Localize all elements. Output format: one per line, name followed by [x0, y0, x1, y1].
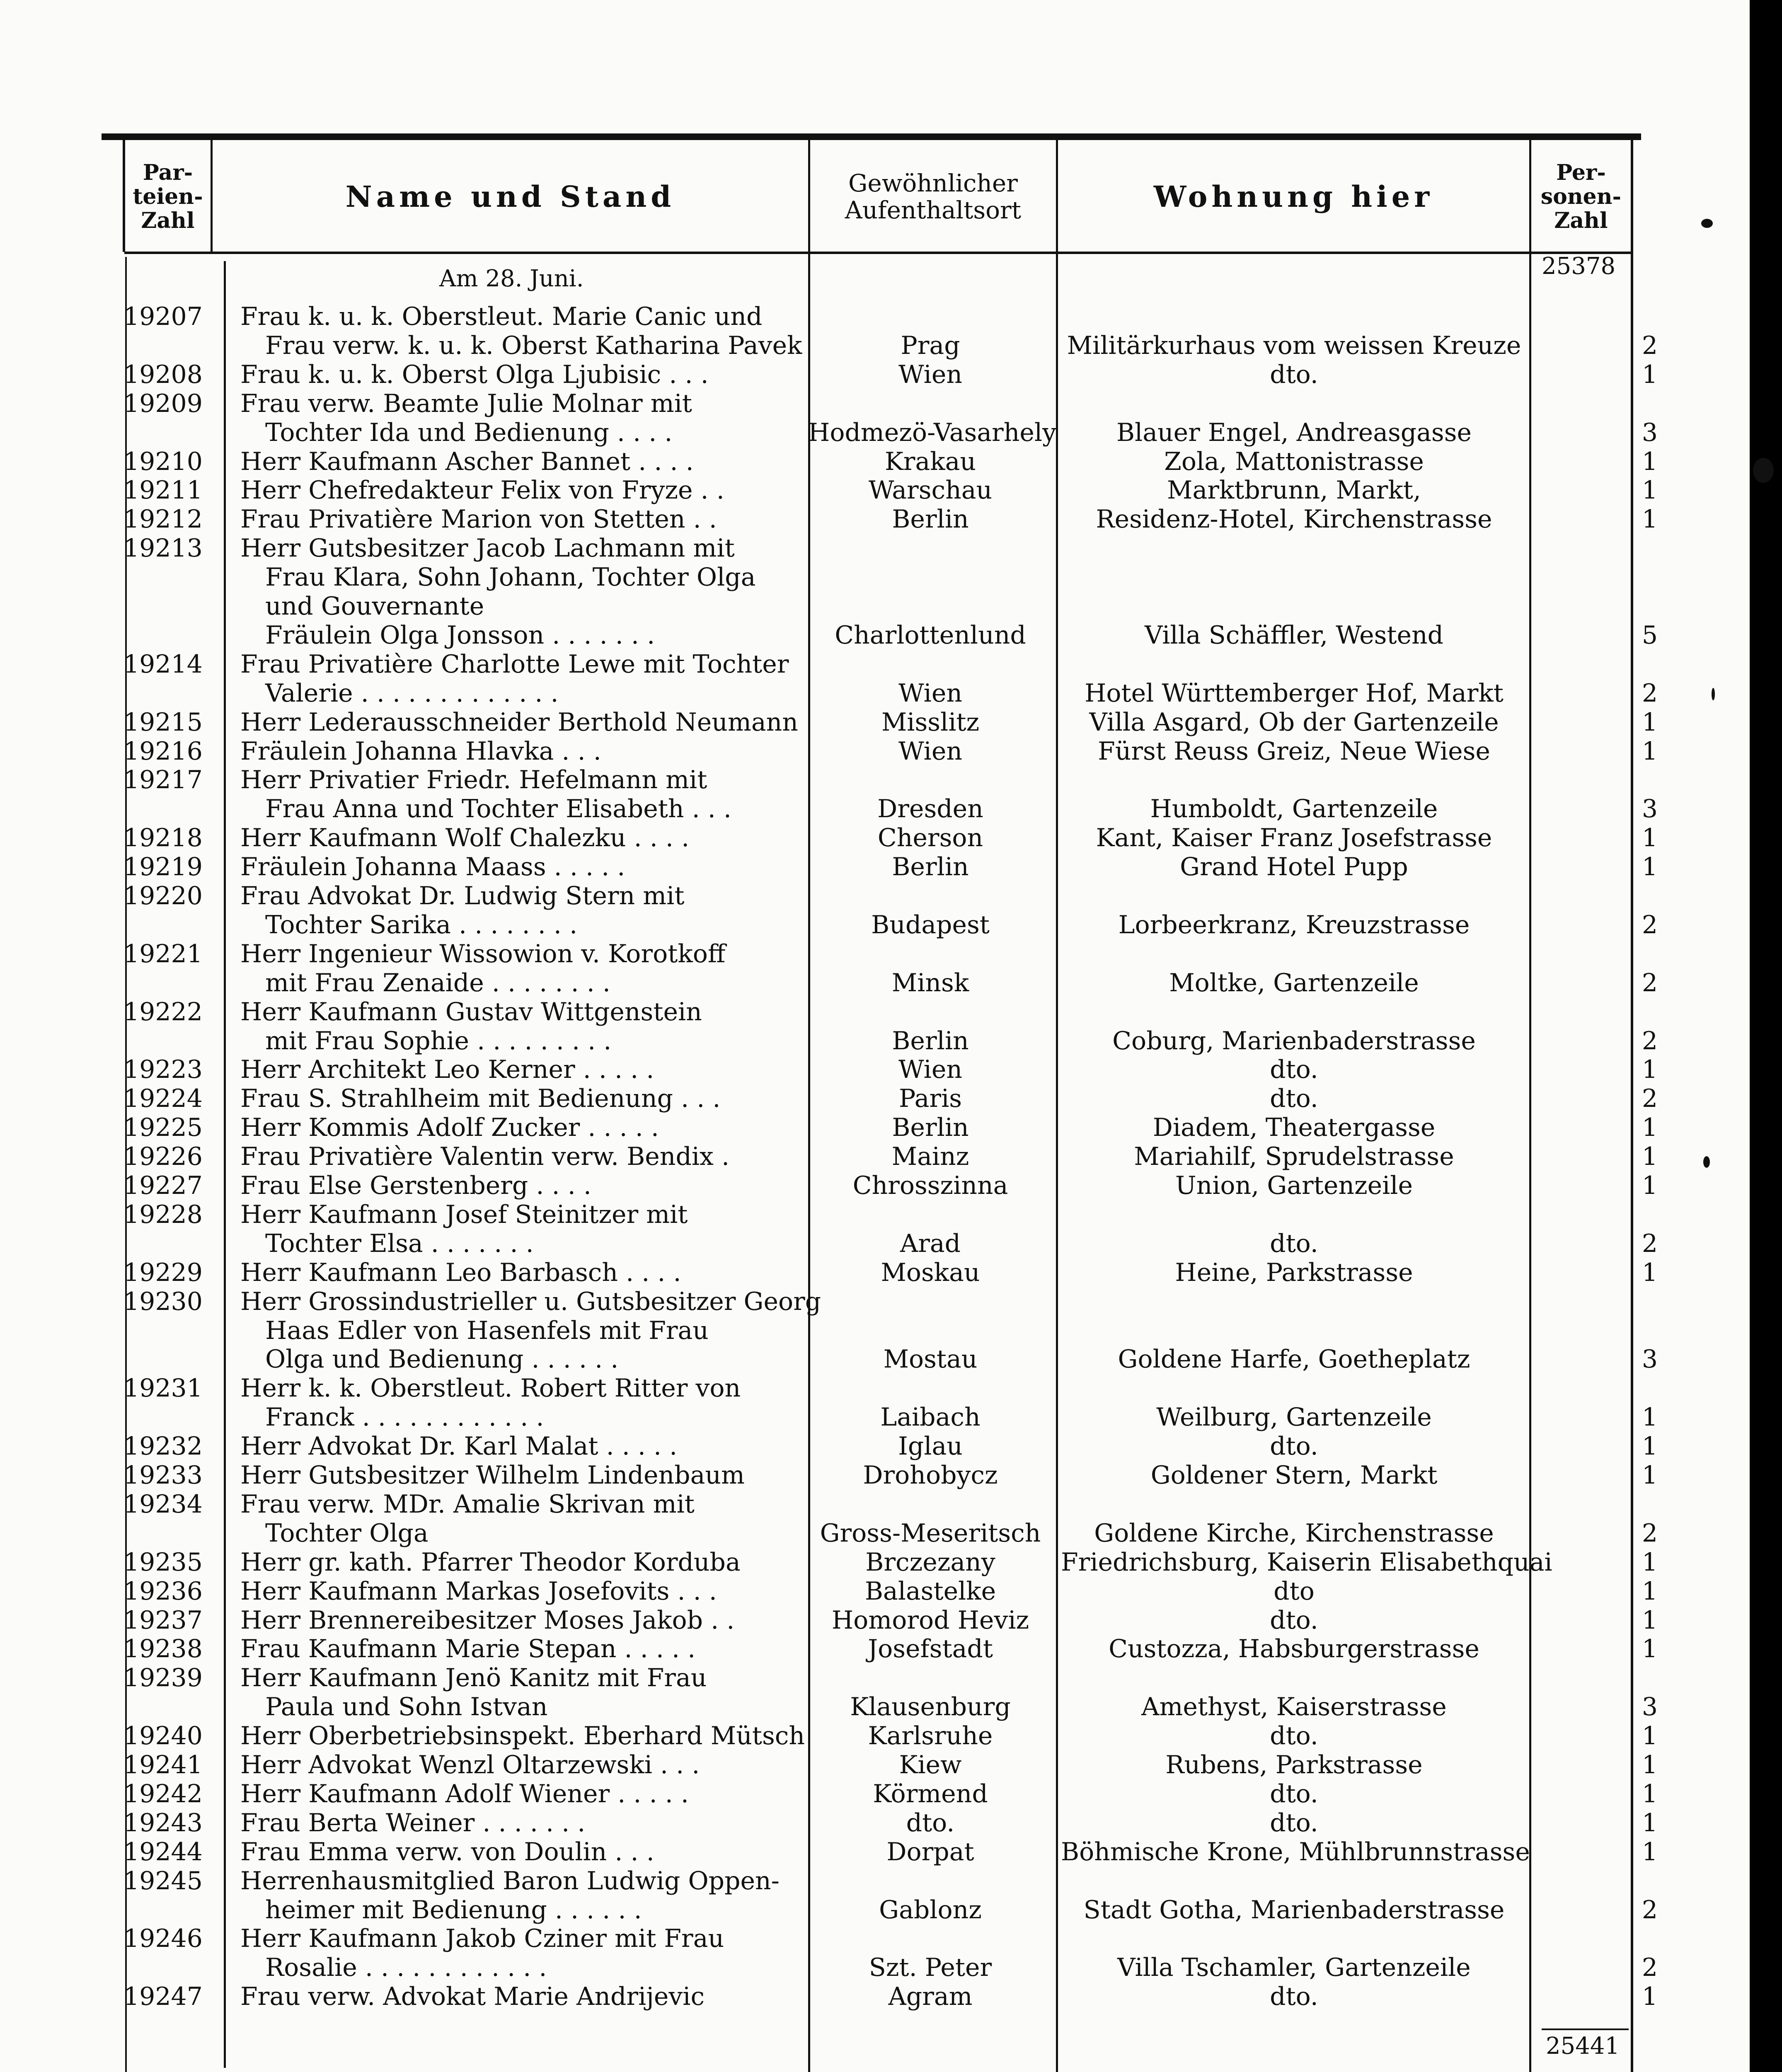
person-count: 2 — [1642, 1084, 1658, 1113]
table-row — [0, 361, 1750, 389]
party-number: 19235 — [123, 1547, 203, 1577]
name-and-status: Fräulein Johanna Maass . . . . . — [240, 852, 625, 882]
usual-residence: Homorod Heviz — [831, 1605, 1029, 1635]
name-and-status: Frau Berta Weiner . . . . . . . — [240, 1808, 586, 1837]
name-and-status: mit Frau Sophie . . . . . . . . . — [265, 1026, 612, 1055]
table-row — [0, 1982, 1750, 2011]
name-and-status: Herr Grossindustrieller u. Gutsbesitzer Georg — [240, 1287, 821, 1316]
name-and-status: Haas Edler von Hasenfels mit Frau — [265, 1316, 709, 1345]
lodging-address: Militärkurhaus vom weissen Kreuze — [1067, 331, 1521, 360]
table-row — [0, 1780, 1750, 1808]
person-count: 1 — [1642, 707, 1658, 737]
table-row — [0, 766, 1750, 794]
person-count: 2 — [1642, 1895, 1658, 1924]
name-and-status: Frau k. u. k. Oberstleut. Marie Canic und — [240, 302, 763, 331]
party-number: 19208 — [123, 360, 203, 389]
lodging-address: Custozza, Habsburgerstrasse — [1109, 1634, 1479, 1664]
header-person-count: Per- sonen- Zahl — [1540, 160, 1622, 234]
table-row — [0, 1606, 1750, 1635]
table-row — [0, 505, 1750, 534]
person-count: 1 — [1642, 1461, 1658, 1490]
usual-residence: dto. — [906, 1808, 955, 1837]
name-and-status: Franck . . . . . . . . . . . . — [265, 1403, 544, 1432]
name-and-status: Herr Kaufmann Markas Josefovits . . . — [240, 1576, 717, 1606]
party-number: 19232 — [123, 1432, 203, 1461]
lodging-address: dto. — [1270, 1229, 1318, 1258]
party-number: 19229 — [123, 1258, 203, 1287]
table-row — [0, 534, 1750, 563]
party-number: 19224 — [123, 1084, 203, 1113]
lodging-address: dto — [1274, 1576, 1315, 1606]
party-number: 19230 — [123, 1287, 203, 1316]
name-and-status: Herrenhausmitglied Baron Ludwig Oppen- — [240, 1866, 780, 1895]
table-row — [0, 795, 1750, 823]
name-and-status: Herr gr. kath. Pfarrer Theodor Korduba — [240, 1547, 741, 1577]
name-and-status: Frau S. Strahlheim mit Bedienung . . . — [240, 1084, 721, 1113]
person-count: 1 — [1642, 1171, 1658, 1200]
person-count: 1 — [1642, 1808, 1658, 1837]
party-number: 19218 — [123, 823, 203, 853]
person-count: 1 — [1642, 1142, 1658, 1172]
lodging-address: Rubens, Parkstrasse — [1165, 1750, 1423, 1779]
header-party-count: Par- teien- Zahl — [133, 160, 203, 234]
table-row — [0, 1635, 1750, 1663]
usual-residence: Berlin — [892, 1026, 969, 1055]
usual-residence: Paris — [898, 1084, 962, 1113]
lodging-address: dto. — [1270, 1779, 1318, 1808]
name-and-status: Herr Kommis Adolf Zucker . . . . . — [240, 1113, 659, 1143]
table-row — [0, 1374, 1750, 1403]
party-number: 19213 — [123, 534, 203, 563]
person-count: 1 — [1642, 1605, 1658, 1635]
scan-speck — [1701, 219, 1713, 228]
party-number: 19225 — [123, 1113, 203, 1143]
usual-residence: Charlottenlund — [835, 620, 1026, 650]
lodging-address: Böhmische Krone, Mühlbrunnstrasse — [1061, 1837, 1530, 1866]
party-number: 19211 — [123, 476, 203, 505]
table-row — [0, 1577, 1750, 1606]
table-row — [0, 476, 1750, 505]
name-and-status: Frau Anna und Tochter Elisabeth . . . — [265, 794, 731, 824]
table-row — [0, 679, 1750, 708]
usual-residence: Krakau — [884, 447, 976, 476]
table-row — [0, 1259, 1750, 1287]
person-count: 2 — [1642, 910, 1658, 939]
table-row — [0, 1664, 1750, 1692]
person-count: 2 — [1642, 1518, 1658, 1548]
person-count: 2 — [1642, 678, 1658, 708]
name-and-status: Herr Gutsbesitzer Wilhelm Lindenbaum — [240, 1461, 745, 1490]
table-row — [0, 563, 1750, 592]
name-and-status: Frau Advokat Dr. Ludwig Stern mit — [240, 881, 685, 910]
header-rule — [124, 252, 1633, 254]
usual-residence: Drohobycz — [863, 1461, 998, 1490]
name-and-status: Herr Kaufmann Ascher Bannet . . . . — [240, 447, 694, 476]
lodging-address: dto. — [1270, 1721, 1318, 1751]
lodging-address: Fürst Reuss Greiz, Neue Wiese — [1098, 736, 1490, 766]
person-count: 3 — [1642, 794, 1658, 824]
table-row — [0, 1172, 1750, 1200]
name-and-status: Frau verw. MDr. Amalie Skrivan mit — [240, 1489, 695, 1519]
person-count: 1 — [1642, 1576, 1658, 1606]
table-row — [0, 1345, 1750, 1374]
party-number: 19236 — [123, 1576, 203, 1606]
lodging-address: Moltke, Gartenzeile — [1169, 968, 1419, 997]
party-number: 19247 — [123, 1982, 203, 2011]
usual-residence: Berlin — [892, 505, 969, 534]
table-row — [0, 1201, 1750, 1229]
name-and-status: Herr Kaufmann Gustav Wittgenstein — [240, 997, 702, 1026]
name-and-status: Herr Kaufmann Leo Barbasch . . . . — [240, 1258, 681, 1287]
table-row — [0, 1519, 1750, 1548]
name-and-status: Herr Kaufmann Wolf Chalezku . . . . — [240, 823, 690, 853]
party-number: 19240 — [123, 1721, 203, 1751]
party-number: 19242 — [123, 1779, 203, 1808]
usual-residence: Mainz — [891, 1142, 969, 1172]
table-row — [0, 1288, 1750, 1316]
name-and-status: heimer mit Bedienung . . . . . . — [265, 1895, 642, 1924]
table-row — [0, 824, 1750, 852]
table-row — [0, 1027, 1750, 1055]
usual-residence: Warschau — [868, 476, 993, 505]
table-row — [0, 1809, 1750, 1837]
name-and-status: Herr Kaufmann Josef Steinitzer mit — [240, 1200, 688, 1229]
lodging-address: Kant, Kaiser Franz Josefstrasse — [1096, 823, 1492, 853]
usual-residence: Balastelke — [864, 1576, 996, 1606]
table-row — [0, 1055, 1750, 1084]
name-and-status: Frau Emma verw. von Doulin . . . — [240, 1837, 654, 1866]
name-and-status: Fräulein Johanna Hlavka . . . — [240, 736, 601, 766]
table-row — [0, 1490, 1750, 1519]
usual-residence: Laibach — [880, 1403, 981, 1432]
person-count: 1 — [1642, 1721, 1658, 1751]
lodging-address: Humboldt, Gartenzeile — [1150, 794, 1438, 824]
name-and-status: Herr Architekt Leo Kerner . . . . . — [240, 1055, 654, 1084]
usual-residence: Brczezany — [865, 1547, 995, 1577]
party-number: 19210 — [123, 447, 203, 476]
table-row — [0, 1143, 1750, 1171]
usual-residence: Hodmezö-Vasarhely — [808, 418, 1056, 447]
table-row — [0, 1461, 1750, 1490]
person-count: 2 — [1642, 1229, 1658, 1258]
lodging-address: Zola, Mattonistrasse — [1164, 447, 1424, 476]
usual-residence: Gablonz — [879, 1895, 982, 1924]
table-row — [0, 650, 1750, 679]
name-and-status: Frau Else Gerstenberg . . . . — [240, 1171, 591, 1200]
party-number: 19221 — [123, 939, 203, 968]
header-residence: Gewöhnlicher Aufenthaltsort — [845, 169, 1022, 224]
usual-residence: Dorpat — [886, 1837, 974, 1866]
table-row — [0, 1084, 1750, 1113]
carried-total: 25378 — [1542, 253, 1616, 280]
person-count: 1 — [1642, 1547, 1658, 1577]
person-count: 1 — [1642, 360, 1658, 389]
person-count: 1 — [1642, 505, 1658, 534]
usual-residence: Wien — [898, 360, 962, 389]
usual-residence: Wien — [898, 678, 962, 708]
lodging-address: Goldener Stern, Markt — [1150, 1461, 1438, 1490]
lodging-address: dto. — [1270, 360, 1318, 389]
table-row — [0, 390, 1750, 418]
name-and-status: Frau verw. Beamte Julie Molnar mit — [240, 389, 692, 418]
person-count: 1 — [1642, 1403, 1658, 1432]
table-row — [0, 853, 1750, 881]
usual-residence: Moskau — [881, 1258, 980, 1287]
lodging-address: Lorbeerkranz, Kreuzstrasse — [1118, 910, 1470, 939]
table-row — [0, 1953, 1750, 1982]
name-and-status: Frau Privatière Charlotte Lewe mit Tochter — [240, 649, 789, 679]
final-total: 25441 — [1546, 2033, 1620, 2060]
table-row — [0, 303, 1750, 331]
table-row — [0, 1867, 1750, 1895]
table-row — [0, 1896, 1750, 1924]
party-number: 19244 — [123, 1837, 203, 1866]
date-heading: Am 28. Juni. — [439, 265, 584, 292]
name-and-status: Frau verw. Advokat Marie Andrijevic — [240, 1982, 705, 2011]
name-and-status: mit Frau Zenaide . . . . . . . . — [265, 968, 610, 997]
party-number: 19241 — [123, 1750, 203, 1779]
top-rule — [102, 133, 1641, 140]
name-and-status: Frau Privatière Valentin verw. Bendix . — [240, 1142, 730, 1172]
scan-speck — [1712, 688, 1715, 700]
person-count: 1 — [1642, 1113, 1658, 1143]
party-number: 19222 — [123, 997, 203, 1026]
name-and-status: und Gouvernante — [265, 592, 484, 621]
person-count: 1 — [1642, 1258, 1658, 1287]
usual-residence: Gross-Meseritsch — [820, 1518, 1041, 1548]
usual-residence: Chrosszinna — [852, 1171, 1008, 1200]
table-row — [0, 1548, 1750, 1577]
usual-residence: Arad — [900, 1229, 961, 1258]
person-count: 1 — [1642, 1055, 1658, 1084]
name-and-status: Olga und Bedienung . . . . . . — [265, 1345, 619, 1374]
lodging-address: Villa Tschamler, Gartenzeile — [1117, 1953, 1471, 1982]
table-row — [0, 592, 1750, 621]
lodging-address: Union, Gartenzeile — [1175, 1171, 1413, 1200]
person-count: 1 — [1642, 1750, 1658, 1779]
usual-residence: Klausenburg — [850, 1692, 1011, 1722]
name-and-status: Herr Kaufmann Jenö Kanitz mit Frau — [240, 1663, 707, 1693]
name-and-status: Frau k. u. k. Oberst Olga Ljubisic . . . — [240, 360, 709, 389]
name-and-status: Tochter Olga — [265, 1518, 429, 1548]
table-row — [0, 940, 1750, 968]
header-lodging: Wohnung hier — [1153, 179, 1434, 214]
name-and-status: Herr Ingenieur Wissowion v. Korotkoff — [240, 939, 726, 968]
party-number: 19214 — [123, 649, 203, 679]
name-and-status: Valerie . . . . . . . . . . . . . — [265, 678, 559, 708]
lodging-address: Amethyst, Kaiserstrasse — [1141, 1692, 1447, 1722]
person-count: 2 — [1642, 968, 1658, 997]
person-count: 1 — [1642, 1837, 1658, 1866]
party-number: 19220 — [123, 881, 203, 910]
usual-residence: Minsk — [891, 968, 969, 997]
lodging-address: Villa Asgard, Ob der Gartenzeile — [1089, 707, 1499, 737]
table-row — [0, 737, 1750, 766]
lodging-address: Mariahilf, Sprudelstrasse — [1134, 1142, 1454, 1172]
table-row — [0, 1751, 1750, 1779]
lodging-address: Residenz-Hotel, Kirchenstrasse — [1096, 505, 1492, 534]
lodging-address: dto. — [1270, 1808, 1318, 1837]
table-row — [0, 448, 1750, 476]
party-number: 19226 — [123, 1142, 203, 1172]
person-count: 1 — [1642, 852, 1658, 882]
name-and-status: Tochter Ida und Bedienung . . . . — [265, 418, 673, 447]
person-count: 1 — [1642, 1634, 1658, 1664]
party-number: 19209 — [123, 389, 203, 418]
name-and-status: Herr Advokat Wenzl Oltarzewski . . . — [240, 1750, 700, 1779]
usual-residence: Szt. Peter — [869, 1953, 992, 1982]
person-count: 1 — [1642, 1982, 1658, 2011]
table-row — [0, 1838, 1750, 1866]
name-and-status: Herr Privatier Friedr. Hefelmann mit — [240, 765, 707, 795]
usual-residence: Berlin — [892, 1113, 969, 1143]
usual-residence: Wien — [898, 736, 962, 766]
person-count: 2 — [1642, 1026, 1658, 1055]
party-number: 19228 — [123, 1200, 203, 1229]
table-row — [0, 332, 1750, 360]
party-number: 19233 — [123, 1461, 203, 1490]
usual-residence: Cherson — [877, 823, 983, 853]
name-and-status: Tochter Elsa . . . . . . . — [265, 1229, 534, 1258]
lodging-address: Grand Hotel Pupp — [1180, 852, 1408, 882]
person-count: 3 — [1642, 1692, 1658, 1722]
person-count: 1 — [1642, 1779, 1658, 1808]
lodging-address: Blauer Engel, Andreasgasse — [1116, 418, 1472, 447]
person-count: 2 — [1642, 331, 1658, 360]
party-number: 19212 — [123, 505, 203, 534]
party-number: 19223 — [123, 1055, 203, 1084]
lodging-address: Goldene Harfe, Goetheplatz — [1118, 1345, 1470, 1374]
lodging-address: dto. — [1270, 1084, 1318, 1113]
party-number: 19243 — [123, 1808, 203, 1837]
usual-residence: Karlsruhe — [868, 1721, 993, 1751]
lodging-address: Diadem, Theatergasse — [1152, 1113, 1436, 1143]
table-row — [0, 1432, 1750, 1461]
party-number: 19215 — [123, 707, 203, 737]
lodging-address: Coburg, Marienbaderstrasse — [1112, 1026, 1476, 1055]
person-count: 1 — [1642, 476, 1658, 505]
party-number: 19234 — [123, 1489, 203, 1519]
lodging-address: Stadt Gotha, Marienbaderstrasse — [1083, 1895, 1505, 1924]
lodging-address: Heine, Parkstrasse — [1175, 1258, 1413, 1287]
lodging-address: Weilburg, Gartenzeile — [1156, 1403, 1432, 1432]
header-name: Name und Stand — [345, 179, 676, 214]
party-number: 19217 — [123, 765, 203, 795]
name-and-status: Herr Kaufmann Adolf Wiener . . . . . — [240, 1779, 689, 1808]
usual-residence: Josefstadt — [868, 1634, 993, 1664]
usual-residence: Körmend — [873, 1779, 988, 1808]
name-and-status: Paula und Sohn Istvan — [265, 1692, 548, 1722]
usual-residence: Wien — [898, 1055, 962, 1084]
name-and-status: Herr Kaufmann Jakob Cziner mit Frau — [240, 1924, 724, 1953]
party-number: 19245 — [123, 1866, 203, 1895]
usual-residence: Berlin — [892, 852, 969, 882]
person-count: 5 — [1642, 620, 1658, 650]
name-and-status: Herr Brennereibesitzer Moses Jakob . . — [240, 1605, 735, 1635]
name-and-status: Fräulein Olga Jonsson . . . . . . . — [265, 620, 655, 650]
name-and-status: Herr Oberbetriebsinspekt. Eberhard Mütsch — [240, 1721, 805, 1751]
person-count: 1 — [1642, 823, 1658, 853]
usual-residence: Prag — [901, 331, 960, 360]
lodging-address: Marktbrunn, Markt, — [1167, 476, 1421, 505]
name-and-status: Herr Lederausschneider Berthold Neumann — [240, 707, 798, 737]
table-row — [0, 1693, 1750, 1721]
lodging-address: Goldene Kirche, Kirchenstrasse — [1094, 1518, 1494, 1548]
table-row — [0, 998, 1750, 1026]
lodging-address: dto. — [1270, 1432, 1318, 1461]
name-and-status: Rosalie . . . . . . . . . . . . — [265, 1953, 547, 1982]
party-number: 19207 — [123, 302, 203, 331]
usual-residence: Kiew — [899, 1750, 962, 1779]
lodging-address: Hotel Württemberger Hof, Markt — [1085, 678, 1504, 708]
usual-residence: Mostau — [883, 1345, 978, 1374]
party-number: 19231 — [123, 1374, 203, 1403]
name-and-status: Herr Advokat Dr. Karl Malat . . . . . — [240, 1432, 678, 1461]
scan-speck — [1703, 1156, 1710, 1168]
party-number: 19219 — [123, 852, 203, 882]
party-number: 19227 — [123, 1171, 203, 1200]
name-and-status: Herr Gutsbesitzer Jacob Lachmann mit — [240, 534, 735, 563]
table-row — [0, 1317, 1750, 1345]
party-number: 19238 — [123, 1634, 203, 1664]
table-row — [0, 911, 1750, 939]
lodging-address: Villa Schäffler, Westend — [1144, 620, 1444, 650]
name-and-status: Tochter Sarika . . . . . . . . — [265, 910, 578, 939]
name-and-status: Frau Privatière Marion von Stetten . . — [240, 505, 717, 534]
lodging-address: dto. — [1270, 1605, 1318, 1635]
table-row — [0, 882, 1750, 910]
usual-residence: Budapest — [871, 910, 990, 939]
table-row — [0, 1722, 1750, 1750]
person-count: 1 — [1642, 1432, 1658, 1461]
party-number: 19216 — [123, 736, 203, 766]
table-row — [0, 621, 1750, 650]
name-and-status: Frau Klara, Sohn Johann, Tochter Olga — [265, 563, 756, 592]
lodging-address: Friedrichsburg, Kaiserin Elisabethquai — [1061, 1547, 1552, 1577]
table-row — [0, 1113, 1750, 1142]
person-count: 1 — [1642, 447, 1658, 476]
name-and-status: Frau Kaufmann Marie Stepan . . . . . — [240, 1634, 696, 1664]
person-count: 1 — [1642, 736, 1658, 766]
usual-residence: Iglau — [898, 1432, 963, 1461]
table-row — [0, 1230, 1750, 1258]
table-row — [0, 1924, 1750, 1953]
party-number: 19246 — [123, 1924, 203, 1953]
lodging-address: dto. — [1270, 1055, 1318, 1084]
table-row — [0, 1403, 1750, 1432]
total-rule — [1542, 2028, 1629, 2030]
name-and-status: Herr k. k. Oberstleut. Robert Ritter von — [240, 1374, 741, 1403]
party-number: 19237 — [123, 1605, 203, 1635]
name-and-status: Herr Chefredakteur Felix von Fryze . . — [240, 476, 724, 505]
table-row — [0, 969, 1750, 997]
usual-residence: Dresden — [877, 794, 983, 824]
table-row — [0, 419, 1750, 447]
person-count: 3 — [1642, 418, 1658, 447]
lodging-address: dto. — [1270, 1982, 1318, 2011]
person-count: 3 — [1642, 1345, 1658, 1374]
name-and-status: Frau verw. k. u. k. Oberst Katharina Pavek — [265, 331, 802, 360]
usual-residence: Misslitz — [881, 707, 980, 737]
table-row — [0, 708, 1750, 737]
person-count: 2 — [1642, 1953, 1658, 1982]
party-number: 19239 — [123, 1663, 203, 1693]
scan-speck — [1753, 458, 1774, 483]
usual-residence: Agram — [888, 1982, 973, 2011]
